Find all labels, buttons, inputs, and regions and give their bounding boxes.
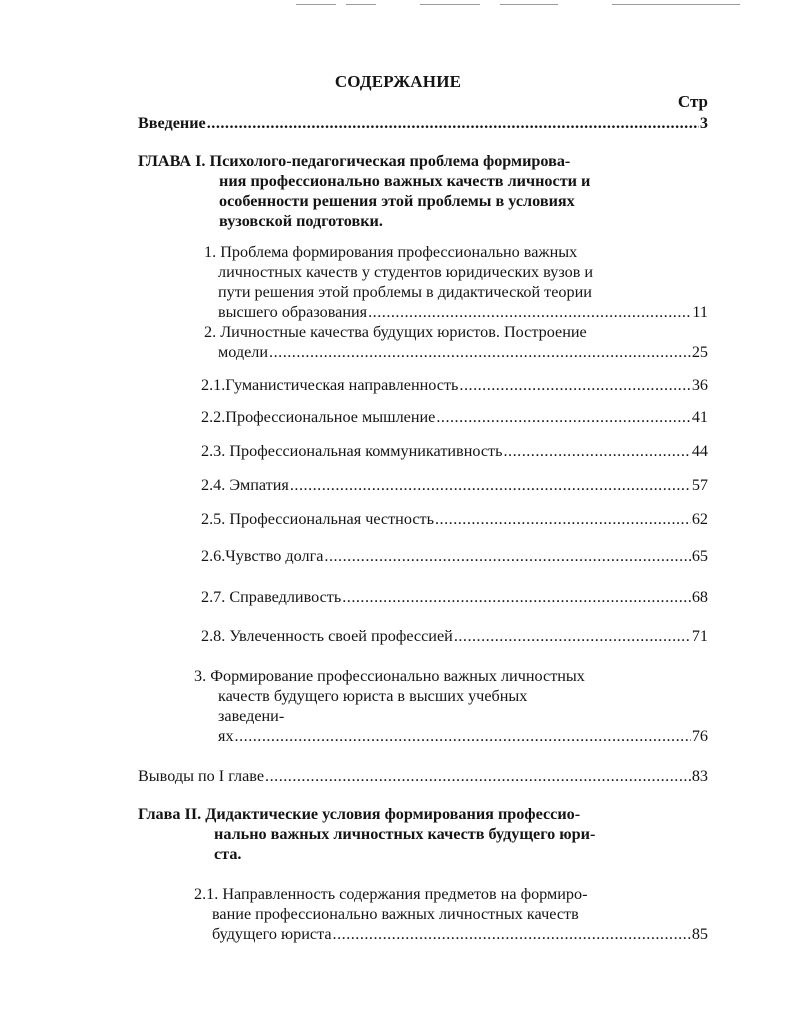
toc-entry-c2-1 [212,924,708,944]
leader-dots [368,302,691,322]
scan-artifact [420,4,480,5]
toc-entry-label: модели [218,343,269,361]
toc-entry-s2-8 [201,626,708,646]
toc-entry-line: 2. Личностные качества будущих юристов. Построение [204,323,587,341]
toc-entry-s2-2 [201,407,708,427]
toc-entry-label: 2.4. Эмпатия [201,476,289,494]
chapter-heading-line: вузовской подготовки. [219,212,383,230]
toc-entry-page: 3 [699,114,708,132]
chapter-heading-line: нально важных личностных качеств будущего юри- [214,825,596,843]
toc-entry-s2-7 [201,587,708,607]
toc-entry-page: 11 [692,303,708,321]
leader-dots [435,509,691,529]
toc-entry-s3 [218,726,708,746]
toc-entry-label: 2.5. Профессиональная честность [201,510,434,528]
toc-entry-line: заведени- [218,707,285,725]
toc-entry-s2-4 [201,475,708,495]
leader-dots [342,587,691,607]
toc-entry-s1 [218,302,708,322]
toc-entry-page: 44 [691,442,708,460]
toc-entry-s2-5 [201,509,708,529]
scan-artifact [296,4,336,5]
toc-entry-s2 [218,342,708,362]
leader-dots [454,626,691,646]
toc-entry-line: 3. Формирование профессионально важных личностных [194,667,585,685]
toc-entry-label: 2.1.Гуманистическая направленность [201,376,459,394]
toc-entry-line: вание профессионально важных личностных качеств [212,905,579,923]
toc-entry-page: 41 [691,408,708,426]
chapter-heading-line: ста. [214,845,242,863]
chapter-heading-line: Глава II. Дидактические условия формирования профессио- [138,805,581,823]
toc-entry-label: 2.3. Профессиональная коммуникативность [201,442,503,460]
toc-entry-label: будущего юриста [212,925,332,943]
toc-entry-label: 2.8. Увлеченность своей профессией [201,627,453,645]
toc-entry-label: 2.7. Справедливость [201,588,342,606]
toc-entry-label: Выводы по I главе [138,767,265,785]
leader-dots [436,407,690,427]
chapter-heading-line: ния профессионально важных качеств личности и [219,172,591,190]
toc-entry-line: 2.1. Направленность содержания предметов на формиро- [194,885,588,903]
toc-entry-label: ях [218,727,234,745]
toc-entry-page: 62 [691,510,708,528]
leader-dots [459,375,690,395]
toc-entry-label: Введение [138,114,206,132]
toc-entry-line: личностных качеств у студентов юридических вузов и [218,263,594,281]
toc-entry-page: 76 [691,727,708,745]
scan-artifact [500,4,558,5]
toc-entry-page: 85 [691,925,708,943]
toc-entry-page: 83 [691,767,708,785]
toc-entry-conclusions [138,766,708,786]
toc-entry-label: высшего образования [218,303,368,321]
toc-entry-page: 57 [691,476,708,494]
toc-entry-line: качеств будущего юриста в высших учебных [218,687,528,705]
toc-entry-page: 25 [691,343,708,361]
page-column-header: Стр [677,92,708,111]
leader-dots [324,546,690,566]
toc-entry-intro [138,113,708,133]
toc-entry-label: 2.2.Профессиональное мышление [201,408,436,426]
leader-dots [333,924,691,944]
leader-dots [207,113,699,133]
toc-entry-page: 68 [691,588,708,606]
toc-entry-s2-6 [201,546,708,566]
toc-entry-s2-3 [201,441,708,461]
scan-artifact [346,4,376,5]
scan-artifact [612,4,740,5]
leader-dots [290,475,691,495]
toc-entry-label: 2.6.Чувство долга [201,547,324,565]
toc-entry-page: 65 [691,547,708,565]
chapter-heading-line: ГЛАВА I. Психолого-педагогическая проблема формирова- [138,152,571,170]
leader-dots [235,726,691,746]
chapter-heading-line: особенности решения этой проблемы в условиях [219,192,575,210]
leader-dots [269,342,691,362]
toc-entry-line: пути решения этой проблемы в дидактической теории [218,283,592,301]
leader-dots [265,766,691,786]
toc-entry-line: 1. Проблема формирования профессионально важных [204,243,578,261]
toc-entry-s2-1 [201,375,708,395]
page-title: СОДЕРЖАНИЕ [334,72,462,91]
toc-entry-page: 71 [691,627,708,645]
toc-entry-page: 36 [691,376,708,394]
leader-dots [504,441,691,461]
